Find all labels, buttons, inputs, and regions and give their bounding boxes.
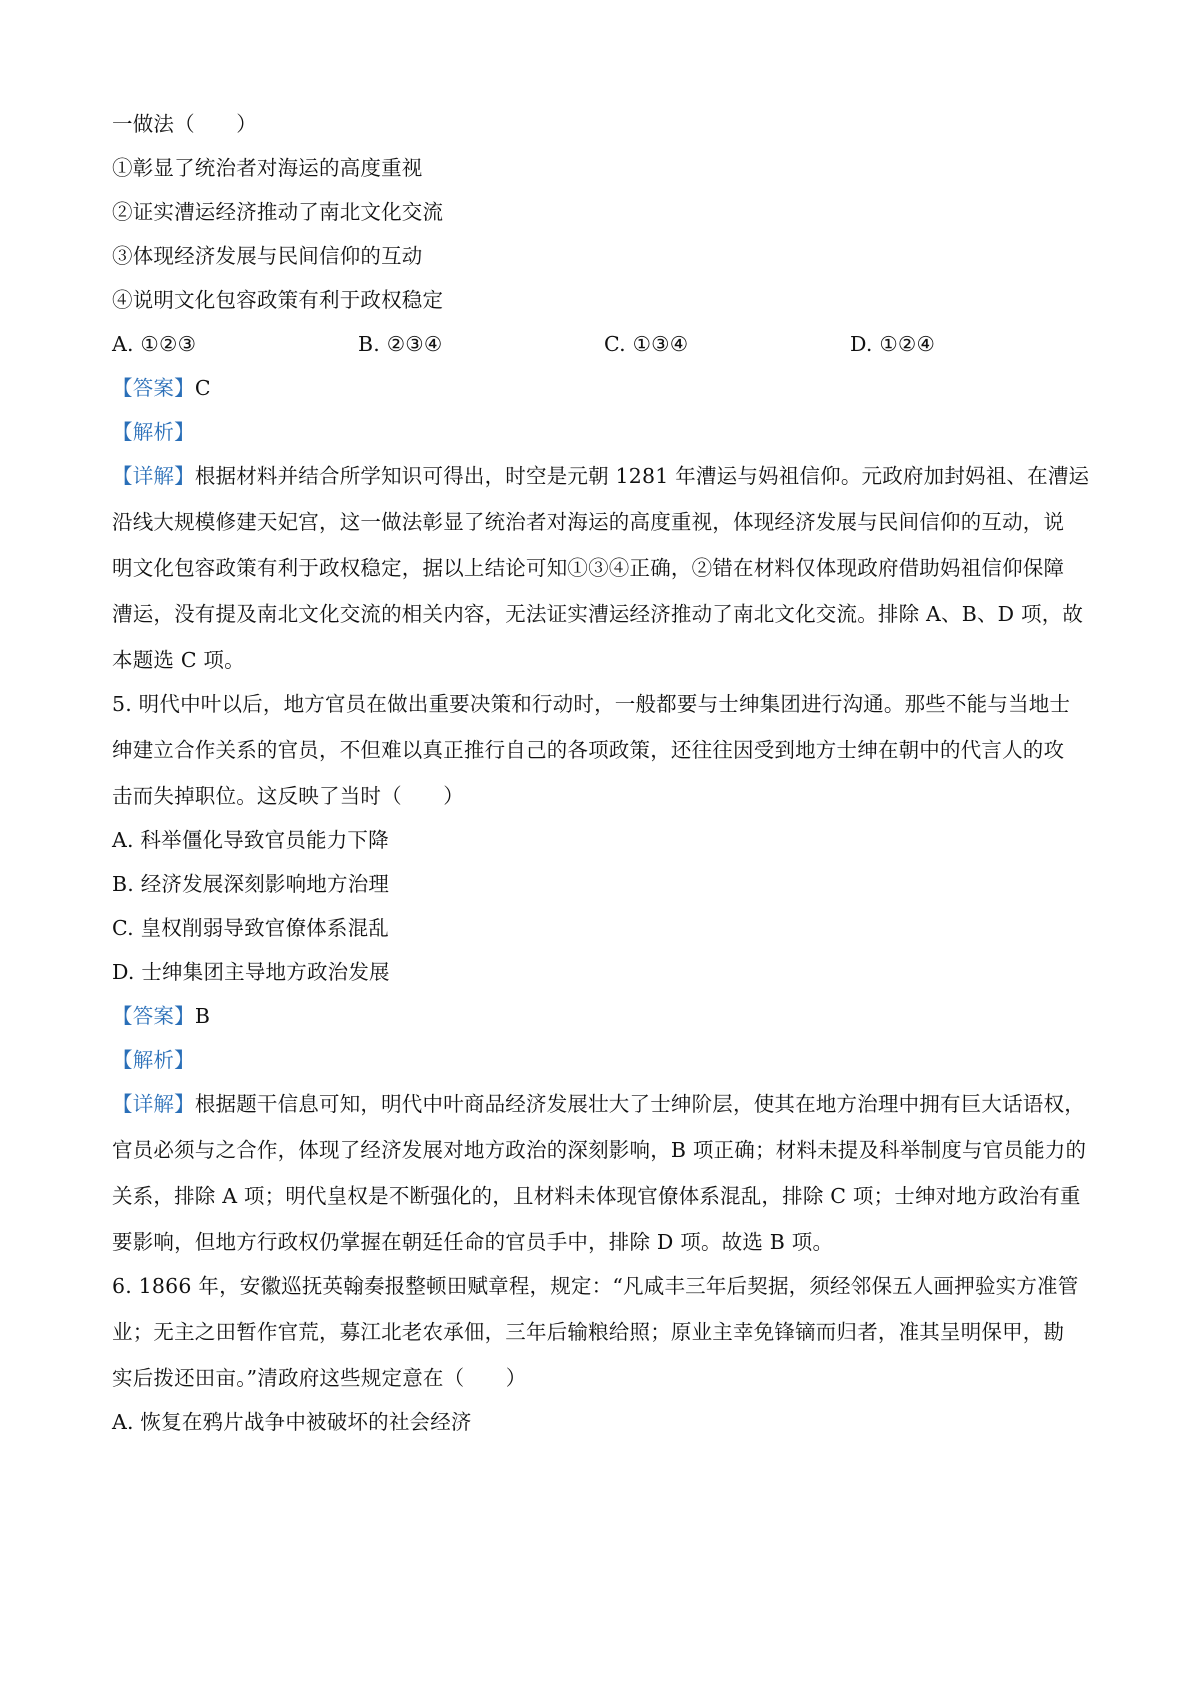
q6-stem-line-2: 业；无主之田暂作官荒，募江北老农承佃，三年后输粮给照；原业主幸免锋镝而归者，准其呈明保甲，勘 (112, 1320, 1065, 1344)
q5-answer-label: 【答案】 (112, 1004, 195, 1028)
q4-detail-line-3: 明文化包容政策有利于政权稳定，据以上结论可知①③④正确，②错在材料仅体现政府借助妈祖信仰保障 (112, 556, 1065, 580)
q5-option-d: D. 士绅集团主导地方政治发展 (112, 960, 390, 984)
q4-answer-value: C (194, 376, 211, 400)
q4-stem-tail: 一做法（ ） (112, 112, 257, 136)
q4-detail-line-5: 本题选 C 项。 (112, 648, 245, 672)
q5-option-b: B. 经济发展深刻影响地方治理 (112, 872, 390, 896)
q5-option-a: A. 科举僵化导致官员能力下降 (112, 828, 389, 852)
q4-option-a: A. ①②③ (112, 332, 197, 356)
q4-analysis (112, 418, 1102, 446)
q5-detail-line-3: 关系，排除 A 项；明代皇权是不断强化的，且材料未体现官僚体系混乱，排除 C 项；士绅对地方政治有重 (112, 1184, 1081, 1208)
q4-item-2: ②证实漕运经济推动了南北文化交流 (112, 200, 444, 224)
q5-analysis-label: 【解析】 (112, 1048, 195, 1072)
q4-option-c: C. ①③④ (604, 332, 689, 356)
q5-detail-line-2: 官员必须与之合作，体现了经济发展对地方政治的深刻影响，B 项正确；材料未提及科举制度与官员能力的 (112, 1138, 1087, 1162)
q5-answer-value: B (194, 1004, 211, 1028)
q6-option-a: A. 恢复在鸦片战争中被破坏的社会经济 (112, 1410, 472, 1434)
q4-detail-line-2: 沿线大规模修建天妃宫，这一做法彰显了统治者对海运的高度重视，体现经济发展与民间信仰的互动，说 (112, 510, 1065, 534)
q4-item-1: ①彰显了统治者对海运的高度重视 (112, 156, 423, 180)
q4-detail-line-1 (112, 462, 1102, 490)
q4-option-b: B. ②③④ (358, 332, 443, 356)
q5-detail-line-4: 要影响，但地方行政权仍掌握在朝廷任命的官员手中，排除 D 项。故选 B 项。 (112, 1230, 834, 1254)
q5-detail-line-1 (112, 1090, 1102, 1118)
q4-detail-label: 【详解】 (112, 464, 195, 488)
q6-stem-line-3: 实后拨还田亩。”清政府这些规定意在（ ） (112, 1366, 527, 1390)
q6-stem-line-1: 6. 1866 年，安徽巡抚英翰奏报整顿田赋章程，规定：“凡咸丰三年后契据，须经邻保五人画押验实方准管 (112, 1274, 1079, 1298)
q5-detail-text-1: 根据题干信息可知，明代中叶商品经济发展壮大了士绅阶层，使其在地方治理中拥有巨大话语权， (194, 1092, 1085, 1116)
q5-option-c: C. 皇权削弱导致官僚体系混乱 (112, 916, 389, 940)
q4-option-d: D. ①②④ (850, 332, 936, 356)
q4-detail-line-4: 漕运，没有提及南北文化交流的相关内容，无法证实漕运经济推动了南北文化交流。排除 A、B、D 项，故 (112, 602, 1084, 626)
q5-detail-label: 【详解】 (112, 1092, 195, 1116)
q5-answer (112, 1002, 1102, 1030)
q4-analysis-label: 【解析】 (112, 420, 195, 444)
q5-stem-line-3: 击而失掉职位。这反映了当时（ ） (112, 784, 464, 808)
q4-answer-label: 【答案】 (112, 376, 195, 400)
q5-stem-line-2: 绅建立合作关系的官员，不但难以真正推行自己的各项政策，还往往因受到地方士绅在朝中的代言人的攻 (112, 738, 1065, 762)
q4-answer (112, 374, 1102, 402)
q4-item-3: ③体现经济发展与民间信仰的互动 (112, 244, 423, 268)
q5-analysis (112, 1046, 1102, 1074)
q4-item-4: ④说明文化包容政策有利于政权稳定 (112, 288, 444, 312)
q5-stem-line-1: 5. 明代中叶以后，地方官员在做出重要决策和行动时，一般都要与士绅集团进行沟通。那些不能与当地士 (112, 692, 1071, 716)
q4-detail-text-1: 根据材料并结合所学知识可得出，时空是元朝 1281 年漕运与妈祖信仰。元政府加封妈祖、在漕运 (194, 464, 1090, 488)
